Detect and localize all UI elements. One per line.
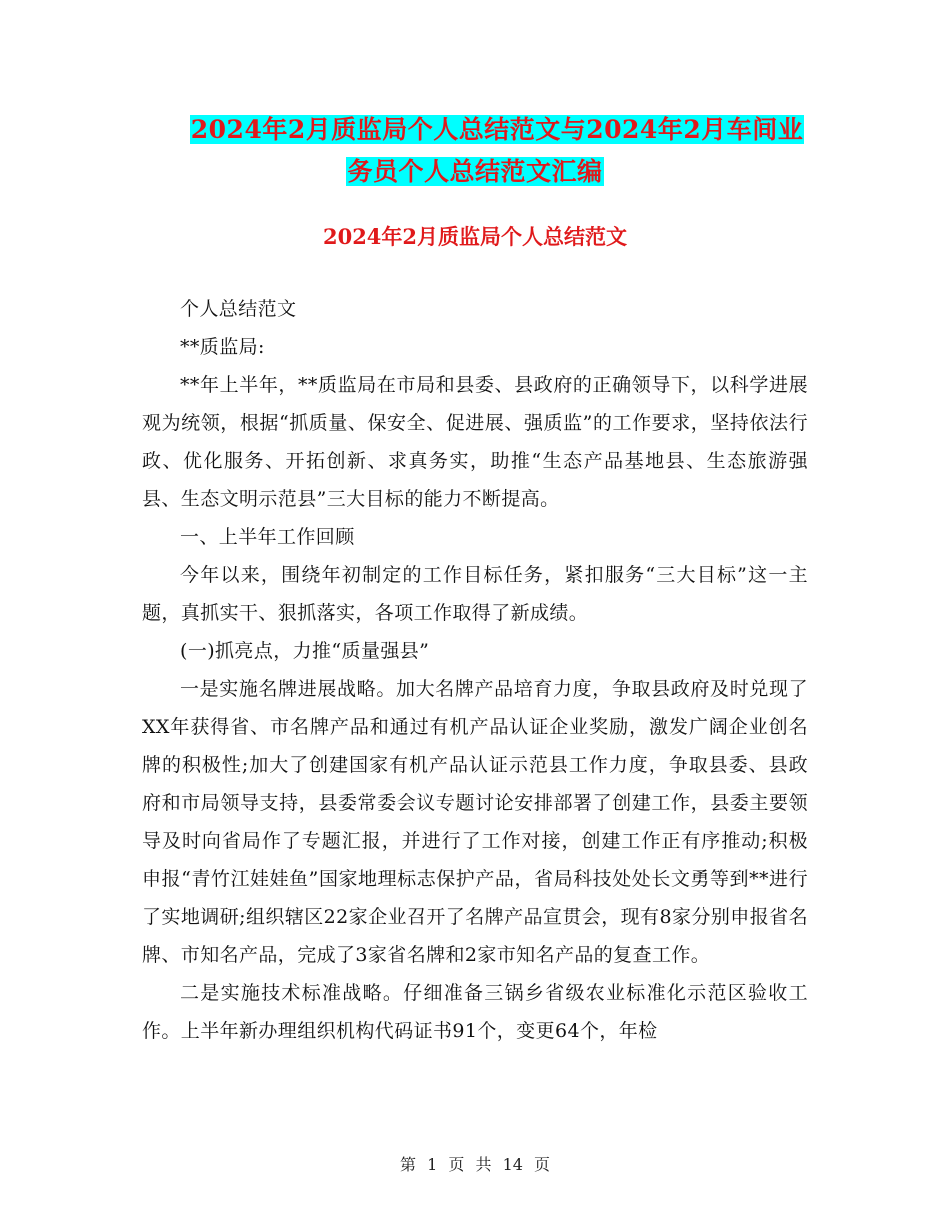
footer-middle: 页 <box>448 1155 465 1174</box>
paragraph: (一)抓亮点，力推“质量强县” <box>180 640 430 662</box>
paragraph: 一是实施名牌进展战略。加大名牌产品培育力度，争取县政府及时兑现了XX年获得省、市名牌产品和通过有机产品认证企业奖励，激发广阔企业创名牌的积极性;加大了创建国家有机产品认证示范县工作力度，争取县委、县政府和市局领导支持，县委常委会议专题讨论安排部署了创建工作，县委主要领导及时向省局作了专题汇报，并进行了工作对接，创建工作正有序推动;积极申报“青竹江娃娃鱼”国家地理标志保护产品，省局科技处处长文勇等到**进行了实地调研;组织辖区22家企业召开了名牌产品宣贯会，现有8家分别申报省名牌、市知名产品，完成了3家省名牌和2家市知名产品的复查工作。 <box>142 678 808 966</box>
footer-page-number: 1 <box>427 1155 438 1174</box>
paragraph: 个人总结范文 <box>180 298 297 320</box>
paragraph: **年上半年，**质监局在市局和县委、县政府的正确领导下，以科学进展观为统领，根据“抓质量、保安全、促进展、强质监”的工作要求，坚持依法行政、优化服务、开拓创新、求真务实，助推“生态产品基地县、生态旅游强县、生态文明示范县”三大目标的能力不断提高。 <box>142 374 808 510</box>
paragraph: 二是实施技术标准战略。仔细准备三锅乡省级农业标准化示范区验收工作。上半年新办理组织机构代码证书91个，变更64个，年检 <box>142 982 808 1042</box>
document-title-line-1 <box>22 113 950 147</box>
paragraph: **质监局: <box>180 336 265 358</box>
footer-total-prefix: 共 <box>475 1155 492 1174</box>
paragraph: 一、上半年工作回顾 <box>180 526 355 548</box>
document-title-line-2 <box>0 155 950 189</box>
section-title: 2024年2月质监局个人总结范文 <box>322 224 628 249</box>
footer-total-pages: 14 <box>502 1155 523 1174</box>
paragraph: 今年以来，围绕年初制定的工作目标任务，紧扣服务“三大目标”这一主题，真抓实干、狠抓落实，各项工作取得了新成绩。 <box>142 564 808 624</box>
title-highlight-1: 2024年2月质监局个人总结范文与2024年2月车间业 <box>190 115 804 144</box>
footer-prefix: 第 <box>399 1155 416 1174</box>
page-footer <box>0 1152 950 1175</box>
footer-suffix: 页 <box>534 1155 551 1174</box>
document-body <box>142 290 808 1050</box>
title-highlight-2: 务员个人总结范文汇编 <box>347 157 603 186</box>
